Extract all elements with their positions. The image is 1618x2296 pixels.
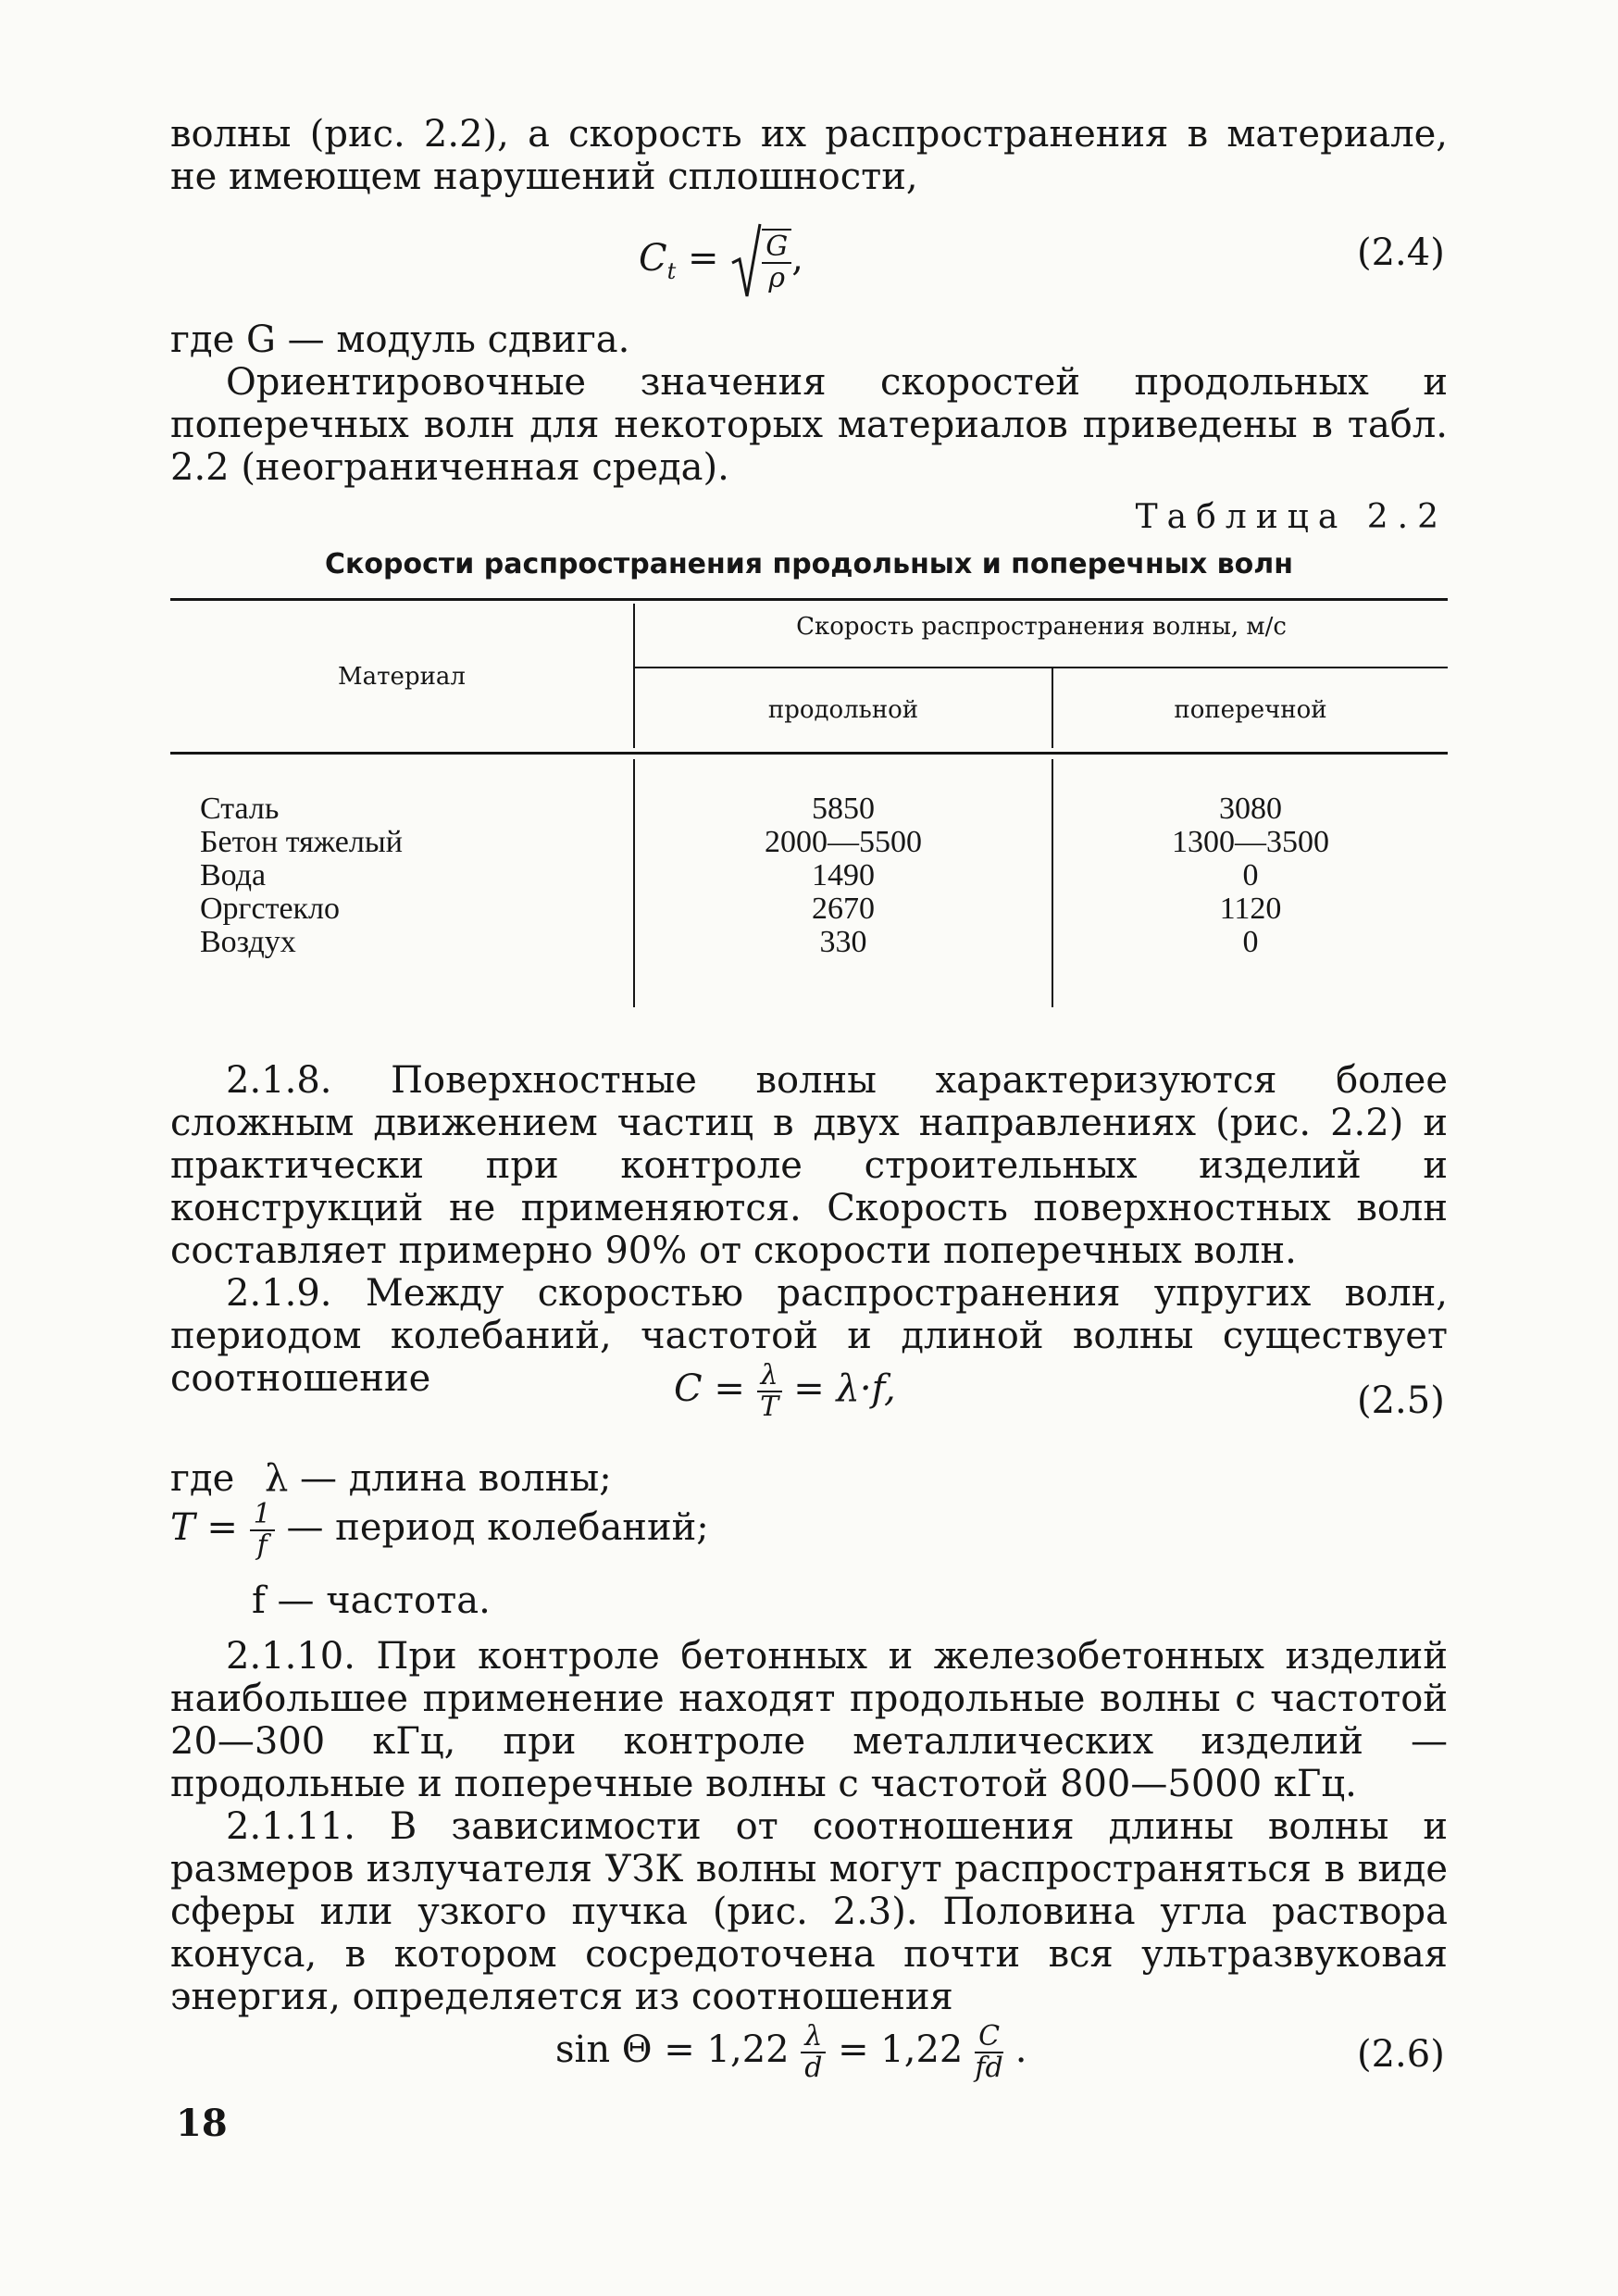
paragraph-2-1-9: 2.1.9. Между скоростью распространения упругих волн, периодом колебаний, частотой и длиной волны существует соотношение [170, 1272, 1448, 1400]
eq-2-5-number: (2.5) [1357, 1379, 1445, 1422]
col-transverse [1053, 792, 1448, 959]
th-speed: Скорость распространения волны, м/с [796, 613, 1287, 641]
sqrt-sign [730, 222, 762, 300]
eq-2-6-number: (2.6) [1357, 2033, 1445, 2076]
eq-2-4-lhs: C [639, 237, 667, 280]
table-cell-trans: 1120 [1219, 892, 1282, 926]
th-material: Материал [338, 663, 466, 691]
table-cell-material: Воздух [200, 925, 296, 959]
eq-2-4-number: (2.4) [1357, 231, 1445, 274]
table-title: Скорости распространения продольных и поперечных волн [325, 548, 1293, 580]
eq-2-6-numerator-2: C [975, 2022, 1003, 2053]
table-cell-trans: 0 [1242, 925, 1259, 959]
where-lambda [170, 1457, 612, 1500]
where-f: f — частота. [252, 1579, 491, 1622]
table-cell-trans: 0 [1242, 858, 1259, 892]
eq-2-4-numerator: G [762, 232, 791, 264]
paragraph-values: Ориентировочные значения скоростей продольных и поперечных волн для некоторых материалов приведены в табл. 2.2 (неограниченная среда). [170, 361, 1448, 489]
eq-2-4-lhs-sub: t [666, 258, 677, 284]
col-material [200, 792, 626, 959]
table-cell-trans: 1300—3500 [1172, 825, 1329, 859]
table-label: Таблица 2.2 [1135, 498, 1448, 536]
eq-2-5-rhs: = λ·f, [793, 1367, 896, 1410]
eq-2-5-denominator: T [760, 1391, 779, 1423]
top-paragraph: волны (рис. 2.2), а скорость их распространения в материале, не имеющем нарушений сплошности, [170, 113, 1448, 198]
table-cell-material: Оргстекло [200, 892, 341, 926]
equation-2-6 [555, 2022, 1027, 2083]
eq-2-6-fraction-1 [801, 2022, 826, 2083]
th-transverse: поперечной [1174, 696, 1327, 724]
eq-2-4-fraction [762, 229, 791, 293]
table-header-bottom-rule [170, 752, 1448, 755]
eq-2-6-denominator-2: fd [975, 2052, 1003, 2084]
col-longitudinal [635, 792, 1052, 959]
paragraph-2-1-11: 2.1.11. В зависимости от соотношения длины волны и размеров излучателя УЗК волны могут распространяться в виде сферы или узкого пучка (рис. 2.3). Половина угла раствора конуса, в котором сосредоточена почти вся ультразвуковая энергия, определяется из соотношения [170, 1805, 1448, 2018]
eq-2-5-lhs: C = [674, 1367, 745, 1410]
where-g-line: где G — модуль сдвига. [170, 318, 630, 361]
where-T-lhs: T = [170, 1506, 238, 1549]
eq-2-6-lhs: sin Θ = 1,22 [555, 2028, 790, 2071]
where-T-text: — период колебаний; [286, 1506, 709, 1549]
table-cell-long: 5850 [812, 792, 875, 826]
eq-2-6-end: . [1014, 2028, 1027, 2071]
equation-2-5 [674, 1361, 896, 1422]
eq-2-5-numerator: λ [757, 1361, 782, 1392]
eq-2-6-numerator-1: λ [801, 2022, 826, 2053]
table-top-rule [170, 598, 1448, 601]
table-cell-trans: 3080 [1219, 792, 1282, 826]
table-cell-material: Сталь [200, 792, 280, 826]
where-T-denominator: f [256, 1529, 268, 1562]
equation-2-4: $C_t$ = $\frac{G}{\rho}$ , [639, 222, 803, 300]
paragraph-2-1-8: 2.1.8. Поверхностные волны характеризуются более сложным движением частиц в двух направлениях (рис. 2.2) и практически при контроле строительных изделий и конструкций не применяются. Скорость поверхностных волн составляет примерно 90% от скорости поперечных волн. [170, 1059, 1448, 1272]
table-subheader-rule [635, 667, 1448, 668]
where-lambda-text: λ — длина волны; [264, 1457, 612, 1500]
table-cell-long: 330 [819, 925, 867, 959]
page-number: 18 [176, 2102, 228, 2145]
eq-2-6-denominator-1: d [804, 2052, 823, 2084]
eq-2-5-fraction [757, 1361, 782, 1422]
eq-2-4-denominator: ρ [768, 262, 786, 294]
where-prefix: где [170, 1457, 235, 1500]
table-cell-material: Бетон тяжелый [200, 825, 403, 859]
where-T-numerator: 1 [250, 1500, 275, 1531]
table-cell-long: 2670 [812, 892, 875, 926]
th-longitudinal: продольной [767, 696, 919, 724]
eq-2-6-mid: = 1,22 [838, 2028, 964, 2071]
paragraph-2-1-10: 2.1.10. При контроле бетонных и железобетонных изделий наибольшее применение находят продольные волны с частотой 20—300 кГц, при контроле металлических изделий — продольные и поперечные волны с частотой 800—5000 кГц. [170, 1635, 1448, 1805]
table-cell-material: Вода [200, 858, 267, 892]
eq-2-6-fraction-2 [975, 2022, 1003, 2083]
where-T-fraction [250, 1500, 275, 1561]
table-cell-long: 2000—5500 [765, 825, 922, 859]
where-T [170, 1500, 709, 1561]
table-cell-long: 1490 [812, 858, 875, 892]
